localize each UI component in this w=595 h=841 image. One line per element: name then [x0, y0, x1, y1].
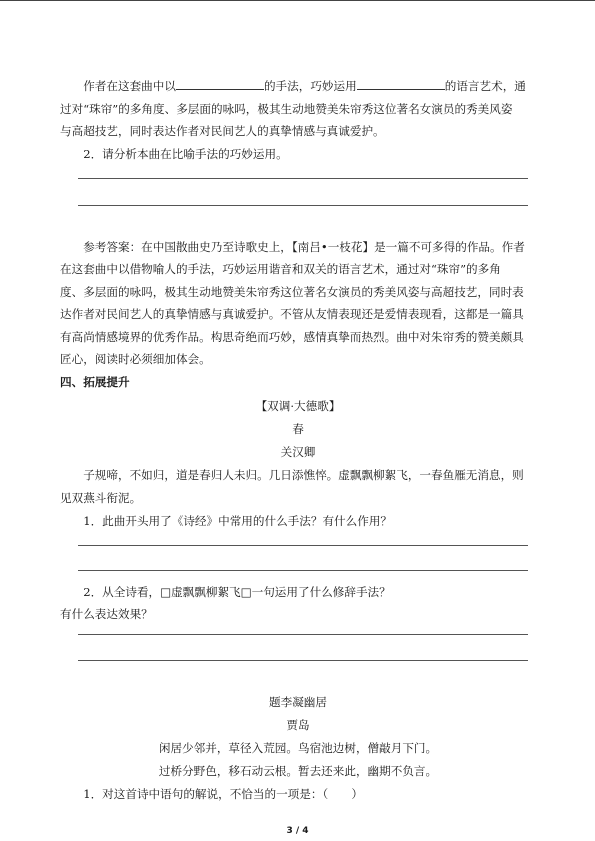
- section-heading: 四、拓展提升: [60, 375, 130, 389]
- poem-title: 题李凝幽居: [269, 695, 327, 709]
- reference-answer-line: 达作者对民间艺人的真挚情感与真诚爱护。不管从友情表现还是爱情表现看，这都是一篇具: [60, 307, 524, 321]
- fill-in-text-c: 的语言艺术，通: [444, 79, 526, 93]
- fill-in-text-a: 作者在这套曲中以: [83, 79, 176, 93]
- answer-blank-2[interactable]: [357, 78, 445, 90]
- answer-line[interactable]: [78, 545, 528, 546]
- fill-in-line-3: 与高超技艺，同时表达作者对民间艺人的真挚情感与真诚爱护。: [60, 124, 385, 138]
- question-1: 1．对这首诗中语句的解说，不恰当的一项是：（ ）: [83, 787, 364, 801]
- poem-author: 关汉卿: [280, 445, 316, 459]
- reference-answer-line: 匠心，阅读时必须细加体会。: [60, 352, 211, 366]
- question-2: 2．请分析本曲在比喻手法的巧妙运用。: [83, 147, 288, 161]
- fill-in-text-b: 的手法，巧妙运用: [263, 79, 357, 93]
- answer-line[interactable]: [78, 570, 528, 571]
- answer-line[interactable]: [78, 178, 528, 179]
- poem-subtitle: 春: [292, 422, 304, 436]
- answer-blank-1[interactable]: [176, 78, 264, 90]
- page-number: 3 / 4: [286, 826, 309, 836]
- top-border: [0, 0, 595, 1]
- poem-title: 【双调·大德歌】: [255, 399, 341, 413]
- poem-line: 过桥分野色，移石动云根。暂去还来此，幽期不负言。: [158, 764, 438, 778]
- reference-answer-line: 度、多层面的咏吗，极其生动地赞美朱帘秀这位著名女演员的秀美风姿与高超技艺，同时表: [60, 285, 524, 299]
- question-2-cont: 有什么表达效果？: [60, 607, 153, 621]
- question-1: 1．此曲开头用了《诗经》中常用的什么手法？有什么作用？: [83, 514, 393, 528]
- poem-line: 闲居少邻并，草径入荒园。鸟宿池边树，僧敲月下门。: [158, 741, 438, 755]
- reference-answer-line: 在这套曲中以借物喻人的手法，巧妙运用谐音和双关的语言艺术，通过对“珠帘”的多角: [60, 262, 501, 276]
- fill-in-line-2: 过对“珠帘”的多角度、多层面的咏吗，极其生动地赞美朱帘秀这位著名女演员的秀美风姿: [60, 102, 513, 116]
- answer-line[interactable]: [78, 205, 528, 206]
- question-2: 2．从全诗看，□虚飘飘柳絮飞□一句运用了什么修辞手法？: [83, 585, 391, 599]
- poem-author: 贾岛: [286, 718, 310, 732]
- answer-line[interactable]: [78, 634, 528, 635]
- reference-answer-line: 参考答案：在中国散曲史乃至诗歌史上，【南吕•一枝花】是一篇不可多得的作品。作者: [83, 240, 525, 254]
- poem-text: 见双燕斗衔泥。: [60, 491, 142, 505]
- answer-line[interactable]: [78, 660, 528, 661]
- fill-in-paragraph: [60, 76, 536, 97]
- reference-answer-line: 有高尚情感境界的优秀作品。构思奇绝而巧妙，感情真挚而热烈。曲中对朱帘秀的赞美颇具: [60, 330, 524, 344]
- poem-text: 子规啼，不如归，道是春归人未归。几日添憔悴。虚飘飘柳絮飞，一春鱼雁无消息，则: [83, 468, 524, 482]
